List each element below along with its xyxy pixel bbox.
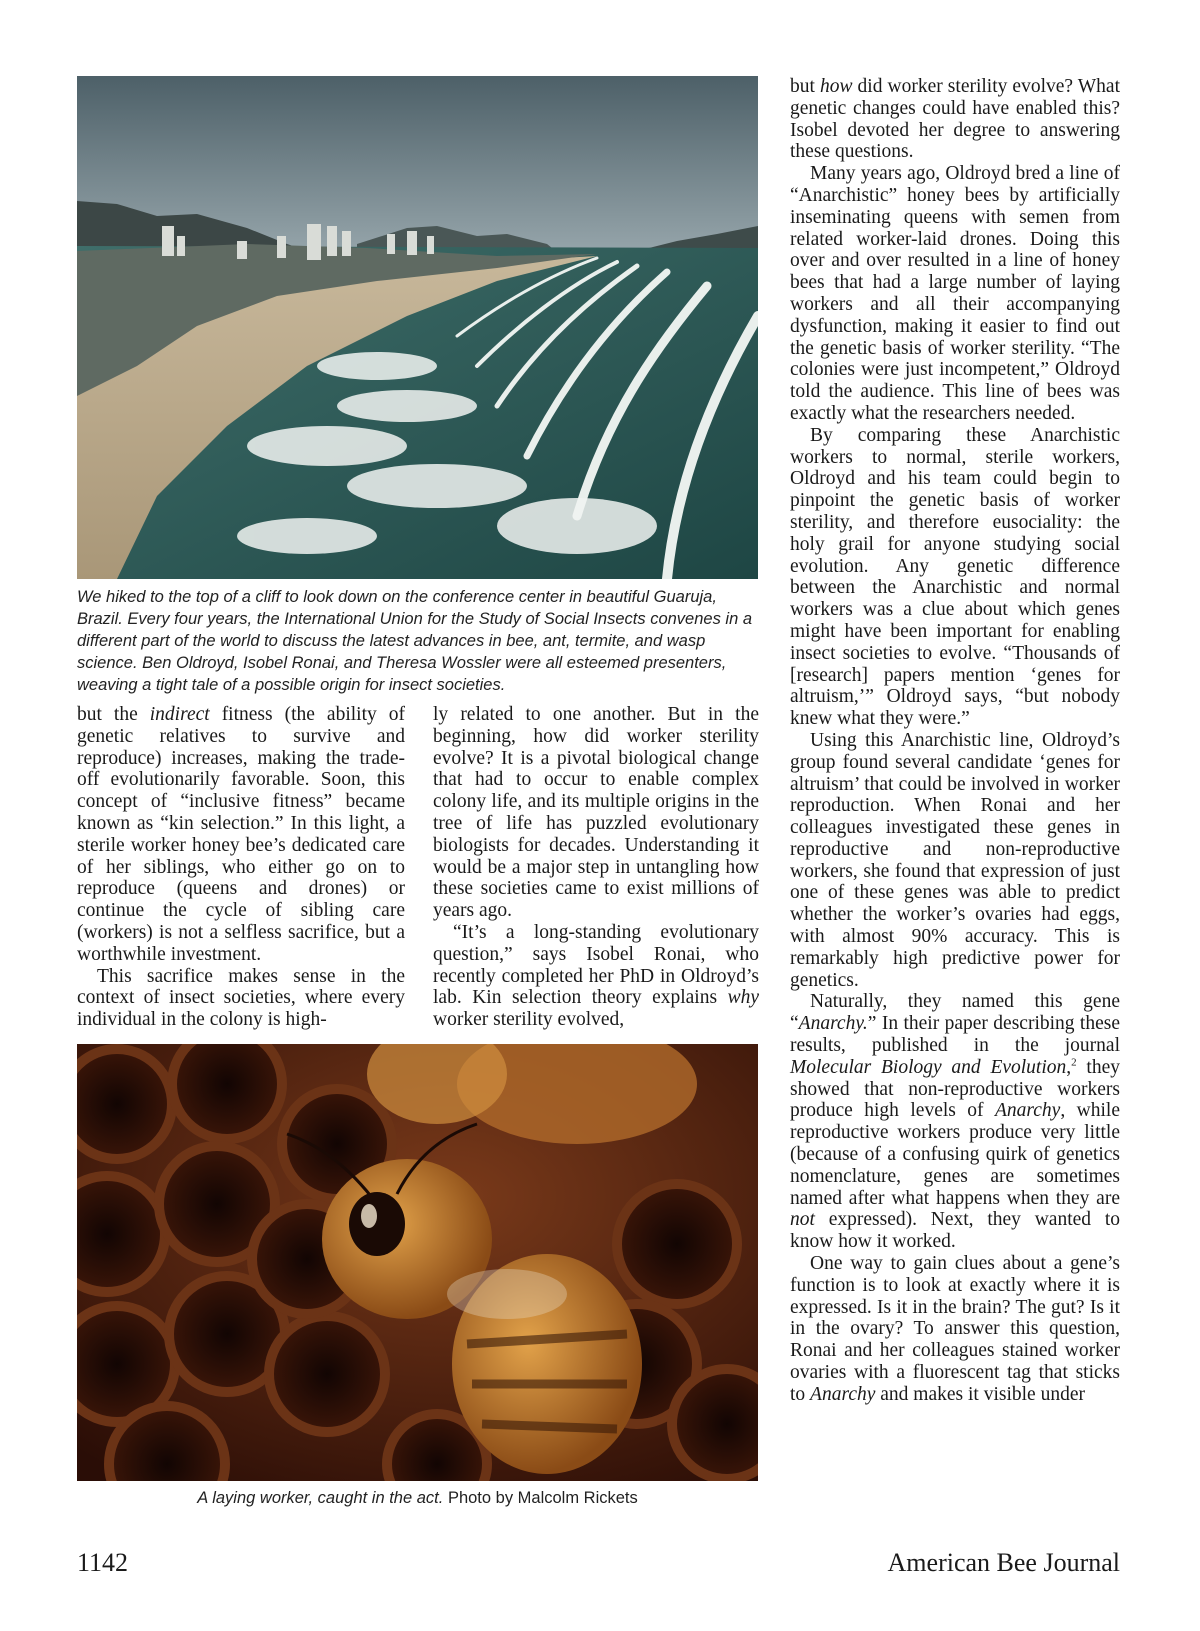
article-column-right — [790, 76, 1120, 1406]
photo-credit: Photo by Malcolm Rickets — [447, 1489, 638, 1507]
paragraph: One way to gain clues about a gene’s function is to look at exactly where it is expressed. Is it in the brain? The gut? Is it in the ovary? To answer this question, Ronai and her colleagues stained worker ovaries with a fluorescent tag that sticks to Anarchy and makes it visible under — [790, 1253, 1120, 1405]
paragraph: but how did worker sterility evolve? What genetic changes could have enabled this? Isobel devoted her degree to answering these questions. — [790, 76, 1120, 163]
paragraph: Many years ago, Oldroyd bred a line of “Anarchistic” honey bees by artificially inseminating queens with semen from related worker-laid drones. Doing this over and over resulted in a line of honey bees that had a large number of laying workers and all their accompanying dysfunction, making it easier to find out the genetic basis of worker sterility. “The colonies were just incompetent,” Oldroyd told the audience. This line of bees was exactly what the researchers needed. — [790, 163, 1120, 424]
page-number: 1142 — [77, 1548, 129, 1577]
footnote-marker: 2 — [1071, 1056, 1077, 1069]
beach-photo-caption: We hiked to the top of a cliff to look down on the conference center in beautiful Guaruja, Brazil. Every four years, the International Union for the Study of Social Insects convenes in a different part of the world to discuss the latest advances in bee, ant, termite, and wasp science. Ben Oldroyd, Isobel Ronai, and Theresa Wossler were all esteemed presenters, weaving a tight tale of a possible origin for insect societies. — [77, 588, 753, 694]
article-column-middle — [433, 704, 759, 1031]
paragraph: but the indirect fitness (the ability of genetic relatives to survive and reproduce) increases, making the trade-off evolutionarily favorable. Soon, this concept of “inclusive fitness” became known as “kin selection.” In this light, a sterile worker honey bee’s dedicated care of her siblings, who either go on to reproduce (queens and drones) or continue the cycle of sibling care (workers) is not a selfless sacrifice, but a worthwhile investment. — [77, 704, 405, 965]
paragraph: Using this Anarchistic line, Oldroyd’s group found several candidate ‘genes for altruism’ that could be involved in worker reproduction. When Ronai and her colleagues investigated these genes in reproductive and non-reproductive workers, she found that expression of just one of these genes was able to predict whether the worker’s ovaries had eggs, with almost 90% accuracy. This is remarkably high predictive power for genetics. — [790, 729, 1120, 991]
paragraph: Naturally, they named this gene “Anarchy.” In their paper describing these results, published in the journal Molecular Biology and Evolution,$^2$ they showed that non-reproductive workers produce high levels of Anarchy, while reproductive workers produce very little (because of a confusing quirk of genetics nomenclature, genes are sometimes named after what happens when they are not expressed). Next, they wanted to know how it worked. — [790, 991, 1121, 1253]
paragraph: This sacrifice makes sense in the context of insect societies, where every individual in the colony is high- — [77, 965, 405, 1031]
paragraph: By comparing these Anarchistic workers to normal, sterile workers, Oldroyd and his team could begin to pinpoint the genetic basis of worker sterility, and therefore eusociality: the holy grail for anyone studying social evolution. Any genetic difference between the Anarchistic and normal workers was a clue about which genes might have been important for enabling insect societies to evolve. “Thousands of [research] papers mention ‘genes for altruism,’” Oldroyd says, “but nobody knew what they were.” — [790, 424, 1120, 730]
honeycomb-bee-image — [77, 1044, 758, 1481]
article-column-left — [77, 704, 405, 1031]
beach-aerial-image — [77, 76, 758, 579]
paragraph: ly related to one another. But in the beginning, how did worker sterility evolve? It is a pivotal biological change that had to occur to enable complex colony life, and its multiple origins in the tree of life has puzzled evolutionary biologists for decades. Understanding it would be a major step in untangling how these societies came to exist millions of years ago. — [433, 704, 759, 922]
journal-name: American Bee Journal — [887, 1548, 1120, 1577]
beach-photo — [77, 76, 758, 579]
bee-photo — [77, 1044, 758, 1481]
paragraph: “It’s a long-standing evolutionary question,” says Isobel Ronai, who recently completed her PhD in Oldroyd’s lab. Kin selection theory explains why worker sterility evolved, — [433, 921, 759, 1031]
bee-photo-caption: A laying worker, caught in the act. Photo by Malcolm Rickets — [197, 1489, 638, 1507]
